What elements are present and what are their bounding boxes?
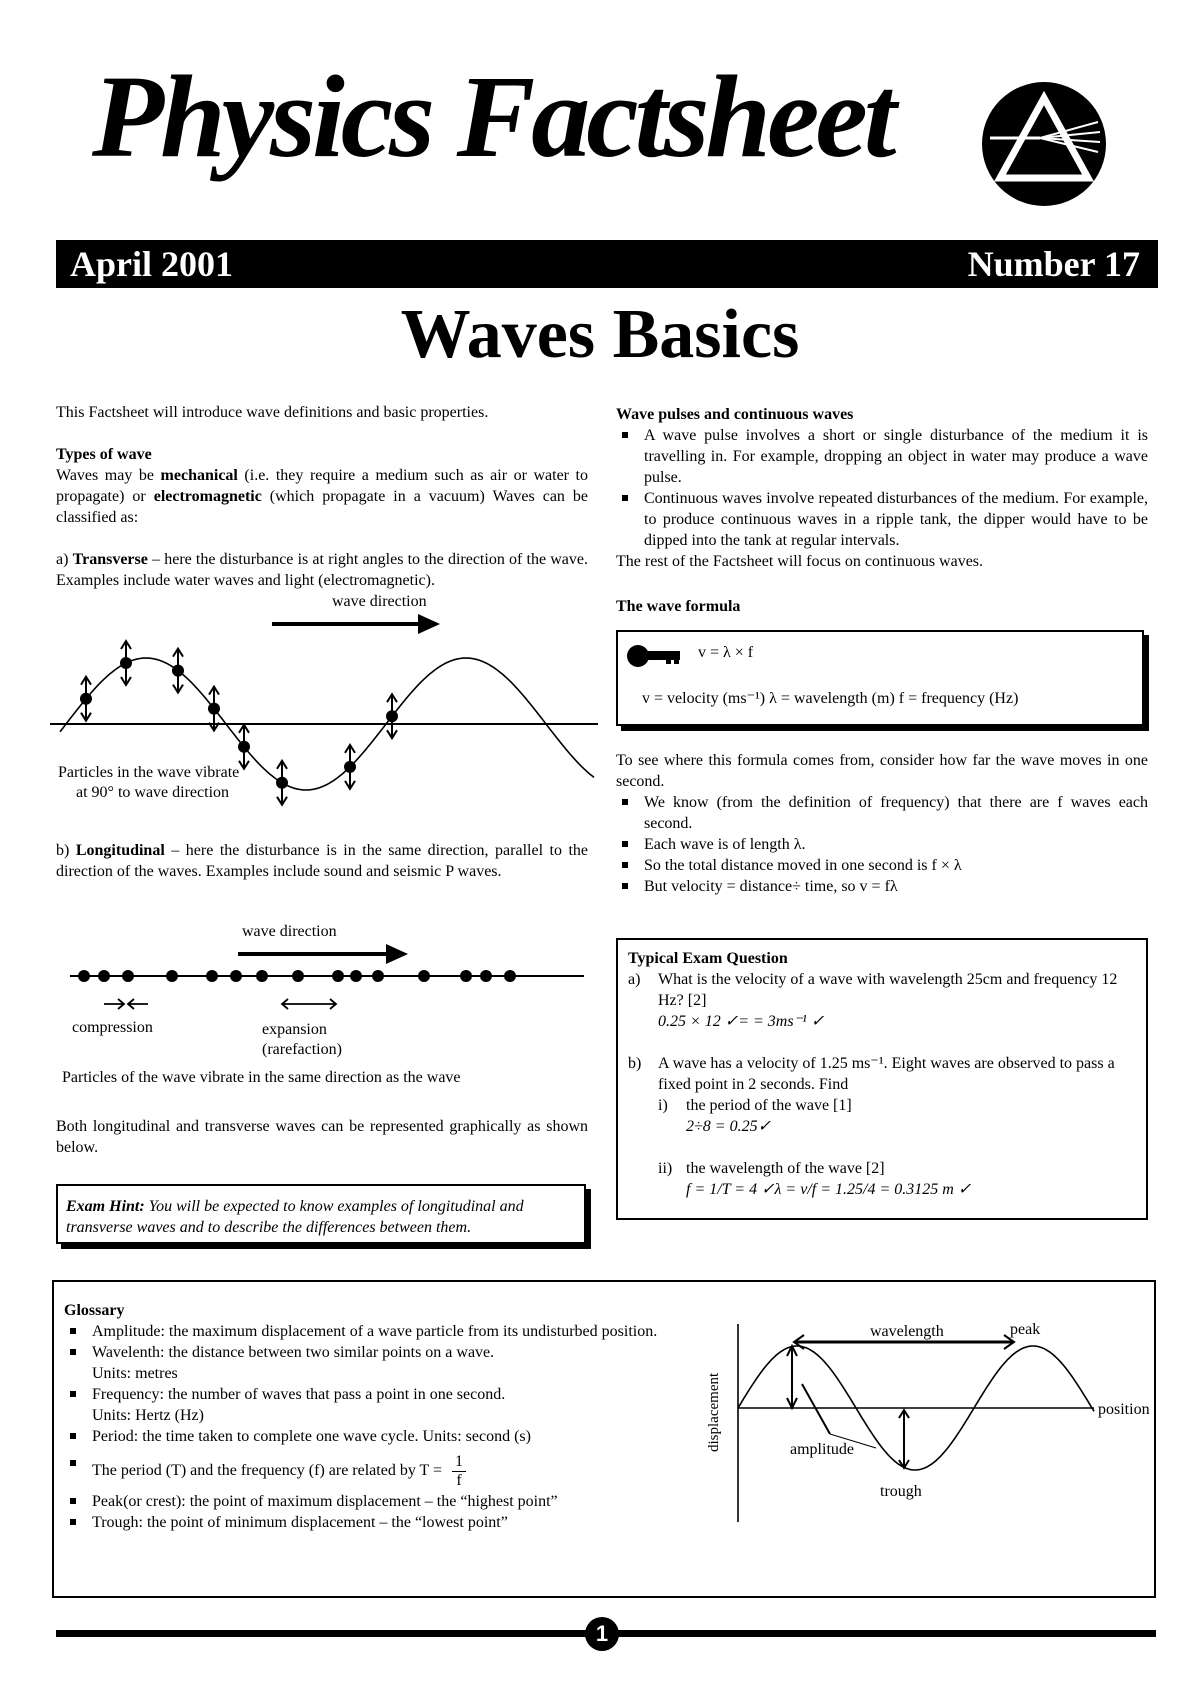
glossary-item-frequency: Frequency: the number of waves that pass a point in one second. Units: Hertz (Hz)	[64, 1384, 684, 1426]
particle	[206, 970, 218, 982]
glossary-list	[64, 1300, 684, 1533]
particle	[230, 970, 242, 982]
longitudinal-caption: Particles of the wave vibrate in the same direction as the wave	[62, 1069, 461, 1086]
glossary-item-period: Period: the time taken to complete one wave cycle. Units: second (s)	[64, 1426, 684, 1447]
exam-hint-label: Exam Hint:	[66, 1198, 145, 1215]
wavelength-label: wavelength	[870, 1323, 944, 1340]
transverse-direction-label: wave direction	[332, 593, 427, 610]
particle	[78, 970, 90, 982]
list-item: But velocity = distance÷ time, so v = fλ	[616, 876, 1148, 897]
trough-label: trough	[880, 1483, 922, 1500]
peak-label: peak	[1010, 1321, 1041, 1338]
issue-bar	[56, 240, 1158, 288]
formula-heading: The wave formula	[616, 598, 741, 615]
particle	[480, 970, 492, 982]
glossary-item-relation: The period (T) and the frequency (f) are related by T = $\frac{1}{f}$	[64, 1453, 684, 1491]
answer-a: 0.25 × 12 ✓= = 3ms⁻¹ ✓	[658, 1013, 825, 1030]
question-b: b) A wave has a velocity of 1.25 ms⁻¹. Eight waves are observed to pass a fixed point in 2 seconds. Find i) the period of the wave [1] 2÷8 = 0.25✓ ii) the wavelength of the wave [2] f = 1/T = 4 ✓λ = v/f = 1.25/4 = 0.3125 m ✓	[628, 1053, 1136, 1200]
particle	[122, 970, 134, 982]
pulses-footer: The rest of the Factsheet will focus on continuous waves.	[616, 553, 984, 570]
transverse-definition: a) Transverse – here the disturbance is at right angles to the direction of the wave. Examples include water waves and light (electromagnetic).	[56, 551, 588, 589]
question-b-ii: ii) the wavelength of the wave [2] f = 1/T = 4 ✓λ = v/f = 1.25/4 = 0.3125 m ✓	[658, 1158, 1136, 1200]
particle	[504, 970, 516, 982]
intro-text: This Factsheet will introduce wave definitions and basic properties.	[56, 404, 489, 421]
particle	[372, 970, 384, 982]
particle	[98, 970, 110, 982]
arrow-head-icon	[418, 614, 440, 634]
exam-hint-box	[56, 1184, 586, 1244]
particle	[350, 970, 362, 982]
fraction-numerator: 1	[452, 1453, 466, 1472]
glossary-heading: Glossary	[64, 1302, 125, 1319]
key-icon	[626, 644, 682, 668]
particle	[256, 970, 268, 982]
types-section	[56, 444, 588, 591]
amplitude-label: amplitude	[790, 1441, 854, 1458]
glossary-item-wavelength: Wavelenth: the distance between two similar points on a wave. Units: metres	[64, 1342, 684, 1384]
expansion-arrow-icon	[282, 999, 336, 1009]
particle	[460, 970, 472, 982]
list-item: Each wave is of length λ.	[616, 834, 1148, 855]
formula-box	[616, 630, 1144, 726]
pulses-list	[616, 425, 1148, 551]
transverse-caption-1: Particles in the wave vibrate	[58, 764, 240, 781]
list-item: Continuous waves involve repeated disturbances of the medium. For example, to produce continuous waves in a ripple tank, the dipper would have to be dipped into the tank at regular intervals.	[616, 488, 1148, 551]
derivation-intro: To see where this formula comes from, consider how far the wave moves in one second.	[616, 752, 1148, 790]
glossary-box	[52, 1280, 1156, 1598]
position-label: position	[1098, 1401, 1150, 1418]
pulses-heading: Wave pulses and continuous waves	[616, 406, 854, 423]
transverse-wave-diagram	[50, 592, 600, 812]
particle	[332, 970, 344, 982]
arrow-head-icon	[386, 944, 408, 964]
derivation-section	[616, 750, 1148, 897]
displacement-label: displacement	[706, 1372, 722, 1452]
particle	[292, 970, 304, 982]
glossary-item-trough: Trough: the point of minimum displacement – the “lowest point”	[64, 1512, 684, 1533]
types-paragraph: Waves may be mechanical (i.e. they require a medium such as air or water to propagate) or electromagnetic (which propagate in a vacuum) Waves can be classified as:	[56, 467, 589, 526]
longitudinal-wave-diagram	[56, 920, 596, 1085]
exam-hint-text: You will be expected to know examples of longitudinal and transverse waves and to describe the differences between them.	[66, 1198, 524, 1236]
issue-date: April 2001	[70, 244, 234, 284]
both-text: Both longitudinal and transverse waves can be represented graphically as shown below.	[56, 1118, 588, 1156]
question-b-i: i) the period of the wave [1] 2÷8 = 0.25✓	[658, 1095, 1136, 1137]
list-item: We know (from the definition of frequency) that there are f waves each second.	[616, 792, 1148, 834]
answer-b-i: 2÷8 = 0.25✓	[686, 1118, 771, 1135]
list-item: So the total distance moved in one second is f × λ	[616, 855, 1148, 876]
list-item: A wave pulse involves a short or single disturbance of the medium it is travelling in. For example, dropping an object in water may produce a wave pulse.	[616, 425, 1148, 488]
glossary-item-amplitude: Amplitude: the maximum displacement of a wave particle from its undisturbed position.	[64, 1321, 684, 1342]
answer-b-ii: f = 1/T = 4 ✓λ = v/f = 1.25/4 = 0.3125 m ✓	[686, 1181, 972, 1198]
masthead-title: Physics Factsheet	[92, 51, 893, 182]
compression-arrows-icon	[104, 999, 148, 1009]
question-a: a) What is the velocity of a wave with wavelength 25cm and frequency 12 Hz? [2] 0.25 × 12 ✓= = 3ms⁻¹ ✓	[628, 969, 1136, 1032]
glossary-item-peak: Peak(or crest): the point of maximum displacement – the “highest point”	[64, 1491, 684, 1512]
pulses-section	[616, 404, 1148, 572]
longitudinal-definition: b) Longitudinal – here the disturbance is in the same direction, parallel to the direction of the waves. Examples include sound and seismic P waves.	[56, 842, 589, 880]
formula-equation: v = λ × f	[698, 644, 754, 661]
particle	[166, 970, 178, 982]
prism-logo-icon	[980, 80, 1108, 208]
derivation-list	[616, 792, 1148, 897]
page-number: 1	[585, 1617, 619, 1651]
expansion-label: expansion	[262, 1021, 327, 1038]
document-title: Waves Basics	[400, 296, 800, 373]
fraction-denominator: f	[456, 1472, 462, 1489]
wave-properties-graph	[634, 1321, 1150, 1552]
exam-question-title: Typical Exam Question	[628, 950, 788, 967]
types-heading: Types of wave	[56, 446, 152, 463]
particle	[418, 970, 430, 982]
rarefaction-label: (rarefaction)	[262, 1041, 342, 1058]
issue-number: Number 17	[967, 244, 1140, 284]
exam-question-box	[616, 938, 1148, 1220]
transverse-caption-2: at 90° to wave direction	[76, 784, 230, 801]
formula-key: v = velocity (ms⁻¹) λ = wavelength (m) f = frequency (Hz)	[642, 690, 1019, 707]
compression-label: compression	[72, 1019, 153, 1036]
longitudinal-direction-label: wave direction	[242, 923, 337, 940]
